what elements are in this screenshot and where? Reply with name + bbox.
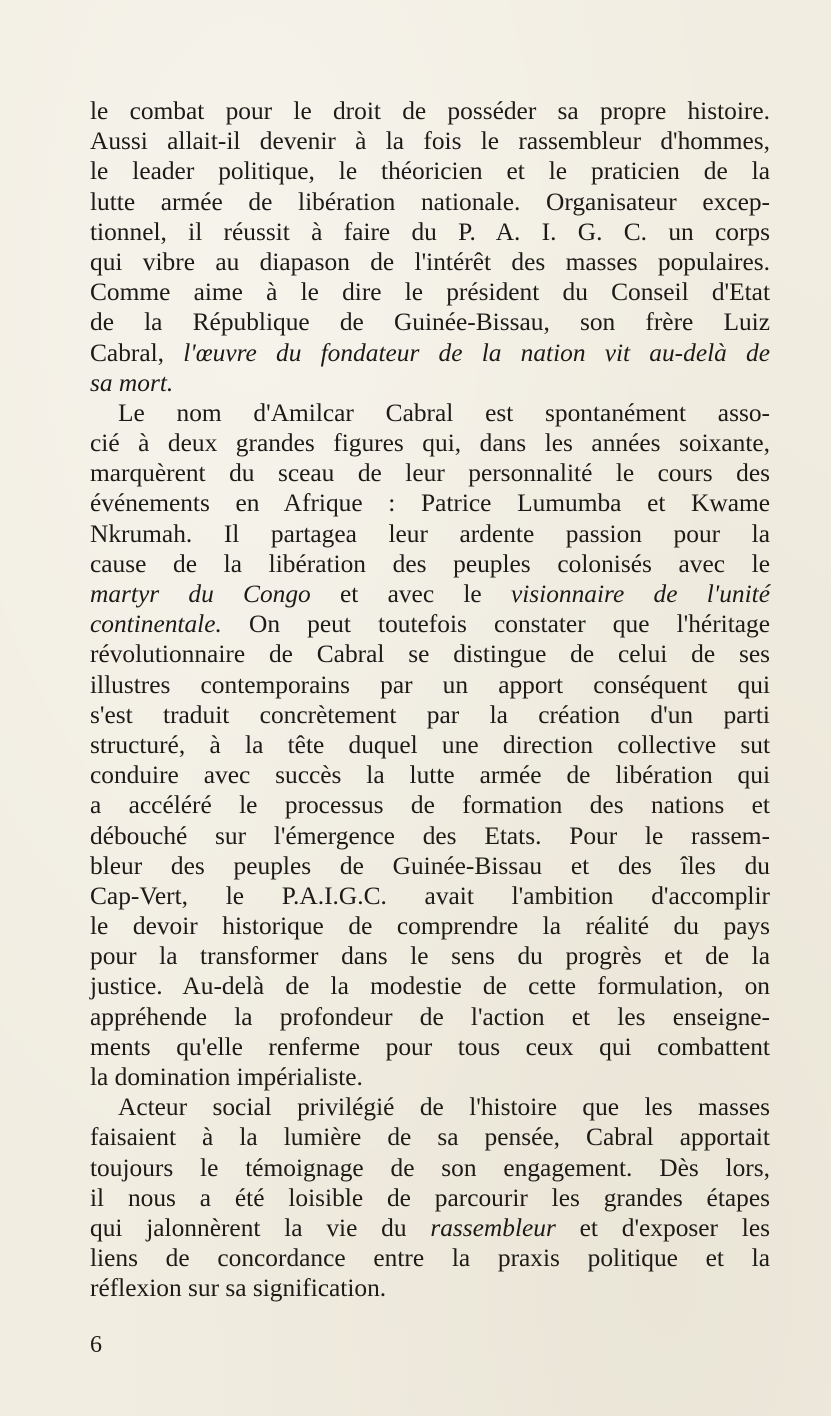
text-run: Cap-Vert, le P.A.I.G.C. avait l'ambition d'accomplir <box>90 881 770 910</box>
italic-text: rassembleur <box>430 1213 556 1242</box>
text-line <box>90 1002 770 1032</box>
text-run: On peut toutefois constater que l'héritage <box>221 610 770 639</box>
text-line <box>90 1153 770 1183</box>
text-run: Le nom d'Amilcar Cabral est spontanément asso- <box>118 398 770 427</box>
italic-text: sa mort. <box>90 368 174 397</box>
body-text <box>90 96 770 1304</box>
text-run: le devoir historique de comprendre la réalité du pays <box>90 912 770 941</box>
text-run: qui jalonnèrent la vie du <box>90 1213 431 1242</box>
text-run: et d'exposer les <box>555 1213 770 1242</box>
text-run: événements en Afrique : Patrice Lumumba et Kwame <box>90 489 770 518</box>
text-line <box>90 428 770 458</box>
text-run: illustres contemporains par un apport conséquent qui <box>90 670 770 699</box>
text-line <box>90 368 770 398</box>
text-run: réflexion sur sa signification. <box>90 1274 387 1303</box>
text-line <box>90 881 770 911</box>
text-run: lutte armée de libération nationale. Organisateur excep- <box>90 187 770 216</box>
italic-text: martyr du Congo <box>90 580 311 608</box>
text-run: Acteur social privilégié de l'histoire que les masses <box>118 1093 770 1122</box>
text-line <box>90 971 770 1001</box>
text-line <box>90 790 770 820</box>
text-line <box>90 488 770 518</box>
text-run: qui vibre au diapason de l'intérêt des masses populaires. <box>90 247 770 276</box>
text-run: s'est traduit concrètement par la création d'un parti <box>90 700 770 729</box>
paragraph <box>90 96 770 398</box>
text-line <box>90 609 770 639</box>
text-line <box>90 519 770 549</box>
text-run: de la République de Guinée-Bissau, son frère Luiz <box>90 308 770 337</box>
text-line <box>90 639 770 669</box>
text-run: faisaient à la lumière de sa pensée, Cabral apportait <box>90 1123 770 1152</box>
text-line <box>90 338 770 368</box>
text-run: ments qu'elle renferme pour tous ceux qui combattent <box>90 1032 770 1061</box>
text-line <box>90 579 770 609</box>
text-line <box>90 1183 770 1213</box>
text-line <box>90 187 770 217</box>
text-line <box>90 700 770 730</box>
text-run: Aussi allait-il devenir à la fois le rassembleur d'hommes, <box>90 127 770 156</box>
text-line <box>90 670 770 700</box>
italic-text: visionnaire de l'unité <box>510 580 770 608</box>
text-run: toujours le témoignage de son engagement. Dès lors, <box>90 1153 770 1182</box>
text-line <box>90 277 770 307</box>
text-line <box>90 1092 770 1122</box>
text-run: Comme aime à le dire le président du Conseil d'Etat <box>90 278 770 307</box>
text-line <box>90 1273 770 1303</box>
text-run: et avec le <box>310 580 511 608</box>
text-run: cause de la libération des peuples colonisés avec le <box>90 549 770 578</box>
text-line <box>90 730 770 760</box>
text-run: marquèrent du sceau de leur personnalité le cours des <box>90 459 770 488</box>
text-run: liens de concordance entre la praxis politique et la <box>90 1244 770 1273</box>
text-line <box>90 1243 770 1273</box>
text-run: débouché sur l'émergence des Etats. Pour le rassem- <box>90 821 770 850</box>
page-number: 6 <box>90 1332 102 1358</box>
text-run: il nous a été loisible de parcourir les grandes étapes <box>90 1183 770 1212</box>
italic-text: l'œuvre du fondateur de la nation vit au-delà de <box>183 338 771 367</box>
text-run: Nkrumah. Il partagea leur ardente passion pour la <box>90 519 770 548</box>
text-line <box>90 307 770 337</box>
text-line <box>90 458 770 488</box>
text-run: pour la transformer dans le sens du progrès et de la <box>90 942 770 971</box>
text-line <box>90 821 770 851</box>
text-run: structuré, à la tête duquel une direction collective sut <box>90 730 770 759</box>
text-run: la domination impérialiste. <box>90 1063 363 1091</box>
text-run: justice. Au-delà de la modestie de cette formulation, on <box>90 972 770 1001</box>
paragraph <box>90 398 770 1092</box>
text-line <box>90 156 770 186</box>
text-line <box>90 911 770 941</box>
text-run: le combat pour le droit de posséder sa propre histoire. <box>90 97 770 125</box>
text-run: a accéléré le processus de formation des nations et <box>90 791 770 820</box>
text-line <box>90 760 770 790</box>
text-run: Cabral, <box>90 338 184 367</box>
text-run: cié à deux grandes figures qui, dans les années soixante, <box>90 429 770 458</box>
text-line <box>90 1213 770 1243</box>
text-line <box>90 1062 770 1092</box>
text-line <box>90 549 770 579</box>
text-run: tionnel, il réussit à faire du P. A. I. G. C. un corps <box>90 217 770 246</box>
paragraph <box>90 1092 770 1303</box>
text-line <box>90 851 770 881</box>
text-line <box>90 1122 770 1152</box>
text-line <box>90 1032 770 1062</box>
text-line <box>90 217 770 247</box>
text-line <box>90 126 770 156</box>
text-line <box>90 96 770 126</box>
text-run: révolutionnaire de Cabral se distingue de celui de ses <box>90 640 770 669</box>
text-run: le leader politique, le théoricien et le praticien de la <box>90 157 770 186</box>
text-line <box>90 247 770 277</box>
text-run: bleur des peuples de Guinée-Bissau et des îles du <box>90 851 770 880</box>
text-run: appréhende la profondeur de l'action et les enseigne- <box>90 1002 770 1031</box>
italic-text: continentale. <box>90 610 222 639</box>
text-line <box>90 398 770 428</box>
text-run: conduire avec succès la lutte armée de libération qui <box>90 761 770 790</box>
text-line <box>90 941 770 971</box>
